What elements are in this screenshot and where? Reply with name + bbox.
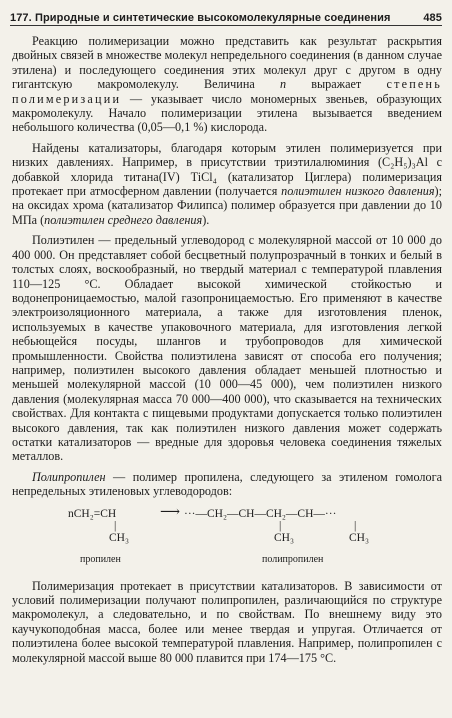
paragraph-2: Найдены катализаторы, благодаря которым этилен полимеризуется при низких давлениях. Например, в присутствии триэтилалюминия (C₂H₅)₃Al с добавкой хлорида титана(IV) TiCl₄ (катализатор Циглера) полимеризация протекает при атмосферном давлении (получается полиэтилен низкого давления); на оксидах хрома (катализатор Филипса) полимер образуется при давлении до 10 МПа (полиэтилен среднего давления).	[12, 140, 442, 227]
paragraph-5: Полимеризация протекает в присутствии катализаторов. В зависимости от условий полимеризации получают полипропилен, различающийся по структуре макромолекул, а следовательно, и по свойствам. По внешнему виду это каучукоподобная масса, более или менее твердая и упругая. Отличается от полиэтилена более высокой температурой плавления. Например, полипропилен с молекулярной массой выше 80 000 плавится при 174—175 °C.	[12, 578, 442, 665]
reaction-arrow: ⟶	[160, 504, 181, 520]
paragraph-4: Полипропилен — полимер пропилена, следующего за этиленом гомолога непредельных этиленовых углеводородов:	[12, 469, 442, 499]
paragraph-3: Полиэтилен — предельный углеводород с молекулярной массой от 10 000 до 400 000. Он представляет собой бесцветный полупрозрачный в тонких и белый в толстых слоях, воскообразный, но твердый материал с температурой плавления 110—125 °C. Обладает высокой химической стойкостью и водонепроницаемостью, малой газопроницаемостью. Его применяют в качестве электроизоляционного материала, а также для изготовления пленок, используемых в качестве упаковочного материала, для изготовления легкой небьющейся посуды, шлангов и трубопроводов для химической промышленности. Свойства полиэтилена зависят от способа его получения; например, полиэтилен высокого давления обладает меньшей плотностью и меньшей молекулярной массой (10 000—45 000), чем полиэтилен низкого давления (молекулярная масса 70 000—400 000), что сказывается на технических свойствах. Для контакта с пищевыми продуктами допускается только полиэтилен высокого давления, так как полиэтилен низкого давления может содержать остатки катализаторов — вредные для здоровья человека соединения тяжелых металлов.	[12, 233, 442, 464]
running-header	[10, 6, 442, 24]
page-number: 485	[423, 12, 442, 24]
polypropylene-formula: ···—CH₂—CH—CH₂—CH—···	[184, 507, 337, 520]
label-propylene: пропилен	[80, 553, 121, 565]
polymerization-scheme: nCH₂=CH | CH₃ ⟶ ···—CH₂—CH—CH₂—CH—··· | CH₃ | CH₃ пропилен полипропилен	[12, 505, 442, 569]
paragraph-1: Реакцию полимеризации можно представить как результат раскрытия двойных связей в множестве молекул непредельного соединения (в данном случае этилена) и последующего соединения этих молекул друг с другом в одну гигантскую макромолекулу. Величина n выражает степень полимеризации — указывает число мономерных звеньев, образующих макромолекулу. Начало полимеризации этилена вызывается введением небольшого количества (0,05—0,1 %) кислорода.	[12, 34, 443, 135]
label-polypropylene: полипропилен	[262, 553, 324, 565]
section-title: 177. Природные и синтетические высокомолекулярные соединения	[10, 12, 391, 24]
term-low-pressure: полиэтилен низкого давления	[281, 184, 435, 199]
term-medium-pressure: полиэтилен среднего давления	[44, 212, 203, 227]
propylene-formula: nCH₂=CH	[68, 507, 117, 520]
term-polypropylene: Полипропилен	[32, 469, 106, 484]
term-spaced: степень полимеризации	[12, 77, 443, 106]
header-rule	[10, 25, 442, 26]
page-body	[12, 34, 442, 665]
